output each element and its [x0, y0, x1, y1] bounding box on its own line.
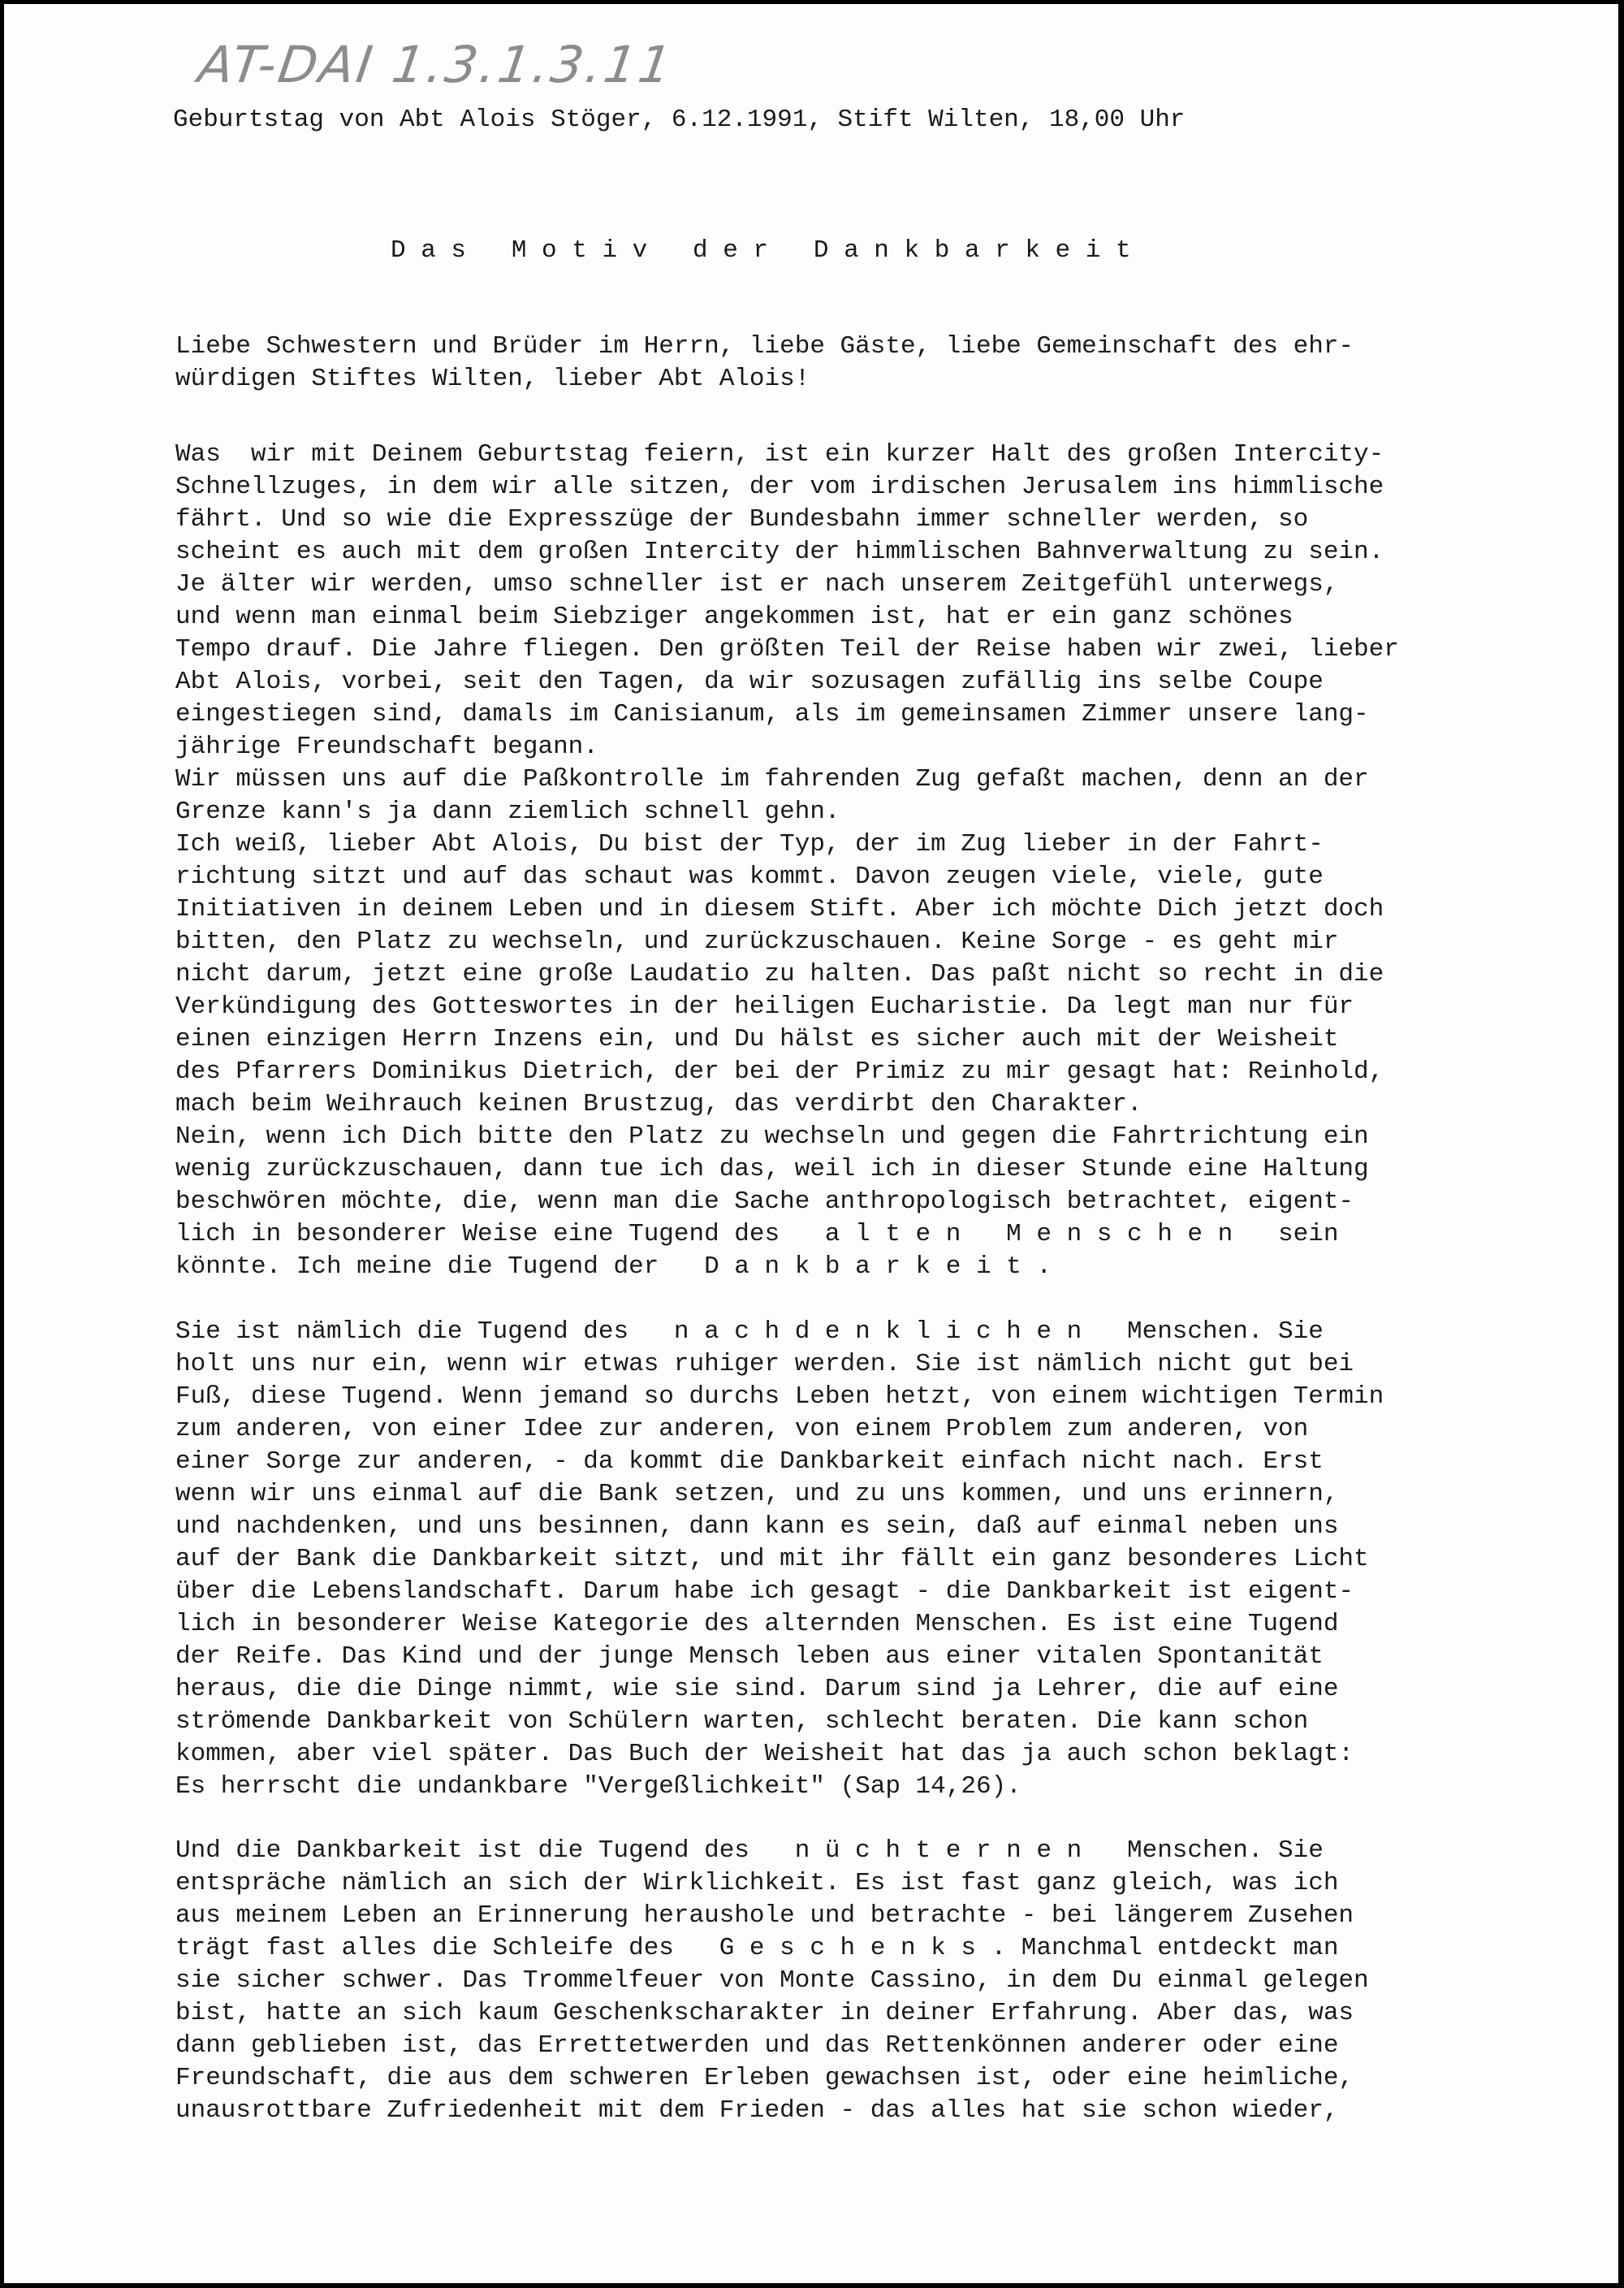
paragraph-3: Und die Dankbarkeit ist die Tugend des n ü c h t e r n e n Menschen. Sie entspräche nämlich an sich der Wirklichkeit. Es ist fast ganz gleich, was ich aus meinem Leben an Erinnerung heraushole und betrachte - bei längerem Zusehen trägt fast alles die Schleife des G e s c h e n k s . Manchmal entdeckt man sie sicher schwer. Das Trommelfeuer von Monte Cassino, in dem Du einmal gelegen bist, hatte an sich kaum Geschenkscharakter in deiner Erfahrung. Aber das, was dann geblieben ist, das Errettetwerden und das Rettenkönnen anderer oder eine Freundschaft, die aus dem schweren Erleben gewachsen ist, oder eine heimliche, unausrottbare Zufriedenheit mit dem Frieden - das alles hat sie schon wieder, [175, 1836, 1369, 2125]
salutation: Liebe Schwestern und Brüder im Herrn, liebe Gäste, liebe Gemeinschaft des ehr- würdigen Stiftes Wilten, lieber Abt Alois! [175, 332, 1354, 393]
handwritten-archive-reference: AT-DAI 1.3.1.3.11 [194, 35, 678, 94]
paragraph-2: Sie ist nämlich die Tugend des n a c h d e n k l i c h e n Menschen. Sie holt uns nur ein, wenn wir etwas ruhiger werden. Sie ist nämlich nicht gut bei Fuß, diese Tugend. Wenn jemand so durchs Leben hetzt, von einem wichtigen Termin zum anderen, von einer Idee zur anderen, von einem Problem zum anderen, von einer Sorge zur anderen, - da kommt die Dankbarkeit einfach nicht nach. Erst wenn wir uns einmal auf die Bank setzen, und zu uns kommen, und uns erinnern, und nachdenken, und uns besinnen, dann kann es sein, daß auf einmal neben uns auf der Bank die Dankbarkeit sitzt, und mit ihr fällt ein ganz besonderes Licht über die Lebenslandschaft. Darum habe ich gesagt - die Dankbarkeit ist eigent- lich in besonderer Weise Kategorie des alternden Menschen. Es ist eine Tugend der Reife. Das Kind und der junge Mensch leben aus einer vitalen Spontanität heraus, die die Dinge nimmt, wie sie sind. Darum sind ja Lehrer, die auf eine strömende Dankbarkeit von Schülern warten, schlecht beraten. Die kann schon kommen, aber viel später. Das Buch der Weisheit hat das ja auch schon beklagt: Es herrscht die undankbare "Vergeßlichkeit" (Sap 14,26). [175, 1317, 1384, 1801]
document-header: Geburtstag von Abt Alois Stöger, 6.12.1991, Stift Wilten, 18,00 Uhr [173, 106, 1186, 134]
document-title: D a s M o t i v d e r D a n k b a r k e i t [391, 236, 1131, 265]
paragraph-1: Was wir mit Deinem Geburtstag feiern, ist ein kurzer Halt des großen Intercity- Schnellzuges, in dem wir alle sitzen, der vom irdischen Jerusalem ins himmlische fährt. Und so wie die Expresszüge der Bundesbahn immer schneller werden, so scheint es auch mit dem großen Intercity der himmlischen Bahnverwaltung zu sein. Je älter wir werden, umso schneller ist er nach unserem Zeitgefühl unterwegs, und wenn man einmal beim Siebziger angekommen ist, hat er ein ganz schönes Tempo drauf. Die Jahre fliegen. Den größten Teil der Reise haben wir zwei, lieber Abt Alois, vorbei, seit den Tagen, da wir sozusagen zufällig ins selbe Coupe eingestiegen sind, damals im Canisianum, als im gemeinsamen Zimmer unsere lang- jährige Freundschaft begann. Wir müssen uns auf die Paßkontrolle im fahrenden Zug gefaßt machen, denn an der Grenze kann's ja dann ziemlich schnell gehn. Ich weiß, lieber Abt Alois, Du bist der Typ, der im Zug lieber in der Fahrt- richtung sitzt und auf das schaut was kommt. Davon zeugen viele, viele, gute Initiativen in deinem Leben und in diesem Stift. Aber ich möchte Dich jetzt doch bitten, den Platz zu wechseln, und zurückzuschauen. Keine Sorge - es geht mir nicht darum, jetzt eine große Laudatio zu halten. Das paßt nicht so recht in die Verkündigung des Gotteswortes in der heiligen Eucharistie. Da legt man nur für einen einzigen Herrn Inzens ein, und Du hälst es sicher auch mit der Weisheit des Pfarrers Dominikus Dietrich, der bei der Primiz zu mir gesagt hat: Reinhold, mach beim Weihrauch keinen Brustzug, das verdirbt den Charakter. Nein, wenn ich Dich bitte den Platz zu wechseln und gegen die Fahrtrichtung ein wenig zurückzuschauen, dann tue ich das, weil ich in dieser Stunde eine Haltung beschwören möchte, die, wenn man die Sache anthropologisch betrachtet, eigent- lich in besonderer Weise eine Tugend des a l t e n M e n s c h e n sein könnte. Ich meine die Tugend der D a n k b a r k e i t . [175, 440, 1399, 1281]
document-page [4, 4, 1618, 2283]
